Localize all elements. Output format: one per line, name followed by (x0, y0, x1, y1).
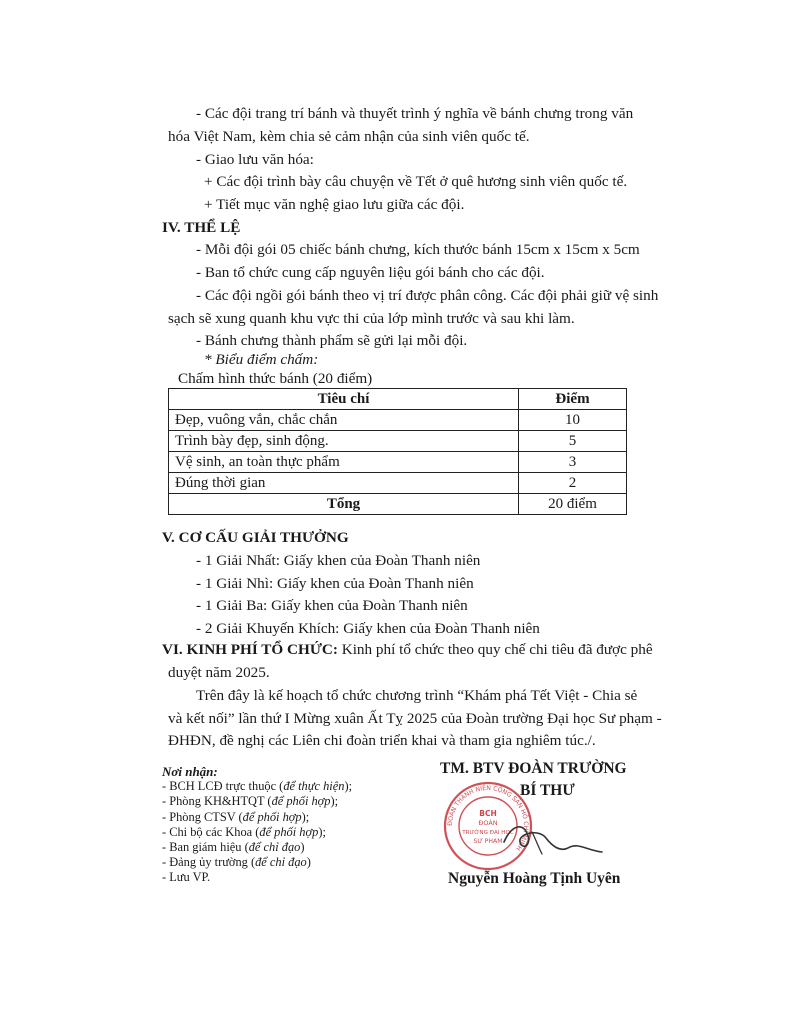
prize-1: - 1 Giải Nhất: Giấy khen của Đoàn Thanh niên (196, 552, 481, 569)
handwritten-signature-icon (498, 812, 608, 862)
prize-3: - 1 Giải Ba: Giấy khen của Đoàn Thanh niên (196, 597, 468, 614)
table-header-row (169, 389, 627, 410)
table-row (169, 410, 627, 431)
points-cell: 3 (519, 452, 627, 473)
scoring-subtitle: Chấm hình thức bánh (20 điểm) (178, 370, 373, 387)
svg-text:ĐOÀN THANH NIÊN CỘNG SẢN HỒ CH: ĐOÀN THANH NIÊN CỘNG SẢN HỒ CHÍ MINH (446, 784, 530, 852)
closing-line-3: ĐHĐN, đề nghị các Liên chi đoàn triển khai và tham gia nghiêm túc./. (168, 732, 596, 749)
criterion-cell: Đẹp, vuông vắn, chắc chắn (169, 410, 519, 431)
prize-4: - 2 Giải Khuyến Khích: Giấy khen của Đoàn Thanh niên (196, 620, 540, 637)
recipients-heading: Nơi nhận: (162, 764, 218, 779)
table-header-criterion: Tiêu chí (169, 389, 519, 410)
scoring-table (168, 388, 627, 515)
table-row (169, 473, 627, 494)
criterion-cell: Vệ sinh, an toàn thực phẩm (169, 452, 519, 473)
body-line-1a: - Các đội trang trí bánh và thuyết trình ý nghĩa về bánh chưng trong văn (196, 105, 634, 122)
scoring-label: * Biểu điểm chấm: (204, 351, 319, 368)
recipient-item: - Đảng ủy trường (để chỉ đạo) (162, 855, 311, 870)
table-row (169, 452, 627, 473)
prize-2: - 1 Giải Nhì: Giấy khen của Đoàn Thanh niên (196, 575, 474, 592)
svg-text:SƯ PHẠM: SƯ PHẠM (473, 838, 503, 845)
svg-text:TRƯỜNG ĐẠI HỌC: TRƯỜNG ĐẠI HỌC (462, 830, 514, 836)
points-cell: 2 (519, 473, 627, 494)
points-cell: 5 (519, 431, 627, 452)
closing-line-1: Trên đây là kế hoạch tổ chức chương trình “Khám phá Tết Việt - Chia sẻ (196, 687, 638, 704)
signer-organization: TM. BTV ĐOÀN TRƯỜNG (440, 760, 627, 777)
rule-3a: - Các đội ngồi gói bánh theo vị trí được phân công. Các đội phải giữ vệ sinh (196, 287, 659, 304)
criterion-cell: Trình bày đẹp, sinh động. (169, 431, 519, 452)
recipient-item: - Phòng KH&HTQT (để phối hợp); (162, 794, 339, 809)
table-header-points: Điểm (519, 389, 627, 410)
signer-name: Nguyễn Hoàng Tịnh Uyên (448, 870, 621, 887)
body-line-1b: hóa Việt Nam, kèm chia sẻ cảm nhận của sinh viên quốc tế. (168, 128, 530, 145)
recipient-item: - Phòng CTSV (để phối hợp); (162, 809, 310, 824)
rule-2: - Ban tổ chức cung cấp nguyên liệu gói bánh cho các đội. (196, 264, 545, 281)
section-iv-heading: IV. THỂ LỆ (162, 219, 241, 236)
total-label-cell: Tổng (169, 494, 519, 515)
section-vi-heading: VI. KINH PHÍ TỔ CHỨC: (162, 641, 338, 658)
table-row (169, 431, 627, 452)
criterion-cell: Đúng thời gian (169, 473, 519, 494)
recipient-item: - Lưu VP. (162, 870, 211, 885)
signer-role: BÍ THƯ (520, 782, 575, 799)
closing-line-2: và kết nối” lần thứ I Mừng xuân Ất Tỵ 2025 của Đoàn trường Đại học Sư phạm - (168, 710, 662, 727)
body-line-3: + Các đội trình bày câu chuyện về Tết ở quê hương sinh viên quốc tế. (204, 173, 628, 190)
svg-text:BCH: BCH (479, 809, 497, 818)
recipient-item: - Ban giám hiệu (để chỉ đạo) (162, 840, 305, 855)
recipient-item: - Chi bộ các Khoa (để phối hợp); (162, 824, 326, 839)
rule-4: - Bánh chưng thành phẩm sẽ gửi lại mỗi đội. (196, 332, 468, 349)
rule-1: - Mỗi đội gói 05 chiếc bánh chưng, kích thước bánh 15cm x 15cm x 5cm (196, 241, 640, 258)
budget-text-a: Kinh phí tổ chức theo quy chế chi tiêu đã được phê (337, 641, 653, 658)
svg-text:ĐOÀN: ĐOÀN (478, 819, 498, 827)
rule-3b: sạch sẽ xung quanh khu vực thi của lớp mình trước và sau khi làm. (168, 310, 575, 327)
section-vi-line (162, 640, 653, 660)
points-cell: 10 (519, 410, 627, 431)
body-line-2: - Giao lưu văn hóa: (196, 151, 314, 168)
section-v-heading: V. CƠ CẤU GIẢI THƯỞNG (162, 529, 349, 546)
total-value-cell: 20 điểm (519, 494, 627, 515)
recipients-block (162, 764, 352, 886)
budget-text-b: duyệt năm 2025. (168, 664, 270, 681)
table-total-row (169, 494, 627, 515)
body-line-4: + Tiết mục văn nghệ giao lưu giữa các đội. (204, 196, 465, 213)
recipient-item: - BCH LCĐ trực thuộc (để thực hiện); (162, 779, 353, 794)
